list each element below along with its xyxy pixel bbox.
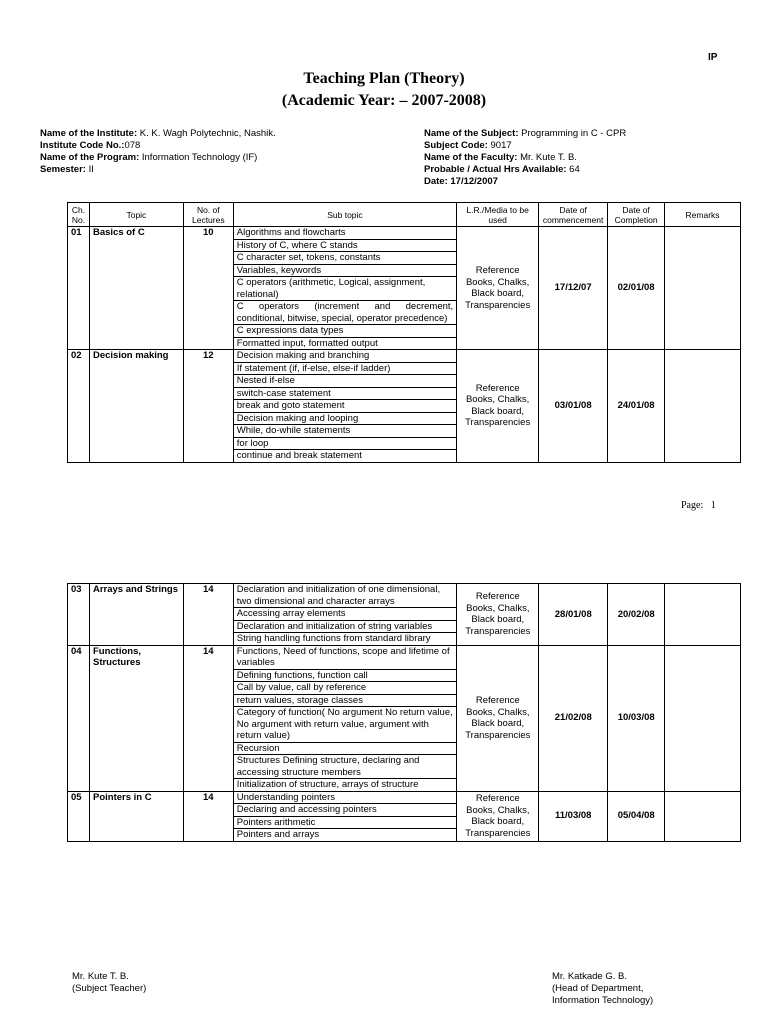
chapter-no: 04: [68, 645, 90, 791]
chapter-no: 05: [68, 791, 90, 841]
info-institute: Name of the Institute: K. K. Wagh Polytechnic, Nashik.: [40, 128, 276, 139]
hod-department: Information Technology): [552, 995, 654, 1006]
chapter-media: Reference Books, Chalks, Black board, Transparencies: [457, 350, 539, 463]
teaching-plan-table-2: [67, 583, 741, 842]
chapter-topic: Decision making: [89, 350, 183, 463]
chapter-no: 03: [68, 584, 90, 646]
subtopic: Initialization of structure, arrays of structure: [233, 779, 457, 792]
subtopic: C operators (arithmetic, Logical, assignment, relational): [233, 277, 456, 301]
info-faculty: Name of the Faculty: Mr. Kute T. B.: [424, 152, 577, 163]
subtopic: Decision making and looping: [233, 412, 456, 425]
teacher-name: Mr. Kute T. B.: [72, 971, 129, 982]
chapter-start-date: 17/12/07: [539, 227, 608, 350]
chapter-end-date: 05/04/08: [608, 791, 665, 841]
header-media: L.R./Media to be used: [457, 203, 539, 227]
info-program: Name of the Program: Information Technology (IF): [40, 152, 258, 163]
chapter-start-date: 11/03/08: [539, 791, 608, 841]
subtopic: Structures Defining structure, declaring and accessing structure members: [233, 755, 457, 779]
institute-info: [40, 128, 276, 176]
subtopic: While, do-while statements: [233, 425, 456, 438]
table-header-row: [68, 203, 741, 227]
subtopic: Declaration and initialization of one dimensional, two dimensional and character arrays: [233, 584, 457, 608]
header-ch-no: Ch. No.: [68, 203, 90, 227]
subtopic: If statement (if, if-else, else-if ladder): [233, 362, 456, 375]
chapter-topic: Functions, Structures: [89, 645, 183, 791]
chapter-remarks: [665, 645, 741, 791]
chapter-start-date: 21/02/08: [539, 645, 608, 791]
subtopic: History of C, where C stands: [233, 239, 456, 252]
chapter-topic: Pointers in C: [89, 791, 183, 841]
subtopic: Defining functions, function call: [233, 669, 457, 682]
chapter-no: 01: [68, 227, 90, 350]
subtopic: continue and break statement: [233, 450, 456, 463]
subtopic: C expressions data types: [233, 325, 456, 338]
subtopic: switch-case statement: [233, 387, 456, 400]
chapter-end-date: 02/01/08: [608, 227, 665, 350]
info-hours: Probable / Actual Hrs Available: 64: [424, 164, 580, 175]
chapter-remarks: [665, 350, 741, 463]
subtopic: Recursion: [233, 742, 457, 755]
subtopic: Functions, Need of functions, scope and lifetime of variables: [233, 645, 457, 669]
table-row: [68, 227, 741, 240]
chapter-media: Reference Books, Chalks, Black board, Transparencies: [457, 584, 539, 646]
subtopic: String handling functions from standard library: [233, 633, 457, 646]
subtopic: for loop: [233, 437, 456, 450]
subtopic: C operators (increment and decrement, conditional, bitwise, special, operator precedence): [233, 301, 456, 325]
subtopic: Decision making and branching: [233, 350, 456, 363]
chapter-lectures: 10: [183, 227, 233, 350]
subtopic: Algorithms and flowcharts: [233, 227, 456, 240]
chapter-lectures: 12: [183, 350, 233, 463]
chapter-start-date: 28/01/08: [539, 584, 608, 646]
info-date: Date: 17/12/2007: [424, 176, 498, 187]
hod-name: Mr. Katkade G. B.: [552, 971, 627, 982]
header-lectures: No. of Lectures: [183, 203, 233, 227]
header-subtopic: Sub topic: [233, 203, 456, 227]
subtopic: return values, storage classes: [233, 694, 457, 707]
info-institute-code: Institute Code No.:078: [40, 140, 141, 151]
table-row: [68, 350, 741, 363]
subtopic: Pointers and arrays: [233, 829, 457, 842]
subtopic: Category of function( No argument No return value, No argument with return value, argument with return value): [233, 707, 457, 743]
chapter-lectures: 14: [183, 791, 233, 841]
subtopic: Declaration and initialization of string variables: [233, 620, 457, 633]
table-row: [68, 584, 741, 608]
chapter-no: 02: [68, 350, 90, 463]
page-number: Page: 1: [681, 500, 716, 511]
chapter-remarks: [665, 584, 741, 646]
hod-role: (Head of Department,: [552, 983, 644, 994]
chapter-topic: Basics of C: [89, 227, 183, 350]
chapter-end-date: 10/03/08: [608, 645, 665, 791]
subtopic: C character set, tokens, constants: [233, 252, 456, 265]
subtopic: Declaring and accessing pointers: [233, 804, 457, 817]
chapter-media: Reference Books, Chalks, Black board, Transparencies: [457, 645, 539, 791]
chapter-remarks: [665, 227, 741, 350]
page-subtitle: (Academic Year: – 2007-2008): [281, 92, 487, 109]
subtopic: Understanding pointers: [233, 791, 457, 804]
info-subject: Name of the Subject: Programming in C - CPR: [424, 128, 627, 139]
info-semester: Semester: II: [40, 164, 94, 175]
header-remarks: Remarks: [665, 203, 741, 227]
chapter-end-date: 24/01/08: [608, 350, 665, 463]
subtopic: break and goto statement: [233, 400, 456, 413]
subtopic: Accessing array elements: [233, 608, 457, 621]
chapter-media: Reference Books, Chalks, Black board, Transparencies: [457, 227, 539, 350]
hod-signature: [552, 971, 653, 1007]
subject-teacher-signature: [72, 971, 146, 995]
table-row: [68, 645, 741, 669]
table-row: [68, 791, 741, 804]
subtopic: Pointers arithmetic: [233, 816, 457, 829]
teaching-plan-table-1: [67, 202, 741, 463]
header-commencement: Date of commencement: [539, 203, 608, 227]
chapter-remarks: [665, 791, 741, 841]
header-topic: Topic: [89, 203, 183, 227]
subject-info: [424, 128, 626, 188]
chapter-media: Reference Books, Chalks, Black board, Transparencies: [457, 791, 539, 841]
chapter-start-date: 03/01/08: [539, 350, 608, 463]
info-subject-code: Subject Code: 9017: [424, 140, 512, 151]
header-completion: Date of Completion: [608, 203, 665, 227]
subtopic: Variables, keywords: [233, 264, 456, 277]
page-title: Teaching Plan (Theory): [303, 70, 465, 87]
chapter-end-date: 20/02/08: [608, 584, 665, 646]
teacher-role: (Subject Teacher): [72, 983, 147, 994]
chapter-lectures: 14: [183, 645, 233, 791]
subtopic: Call by value, call by reference: [233, 682, 457, 695]
chapter-lectures: 14: [183, 584, 233, 646]
subtopic: Nested if-else: [233, 375, 456, 388]
corner-label: IP: [708, 52, 718, 63]
subtopic: Formatted input, formatted output: [233, 337, 456, 350]
chapter-topic: Arrays and Strings: [89, 584, 183, 646]
